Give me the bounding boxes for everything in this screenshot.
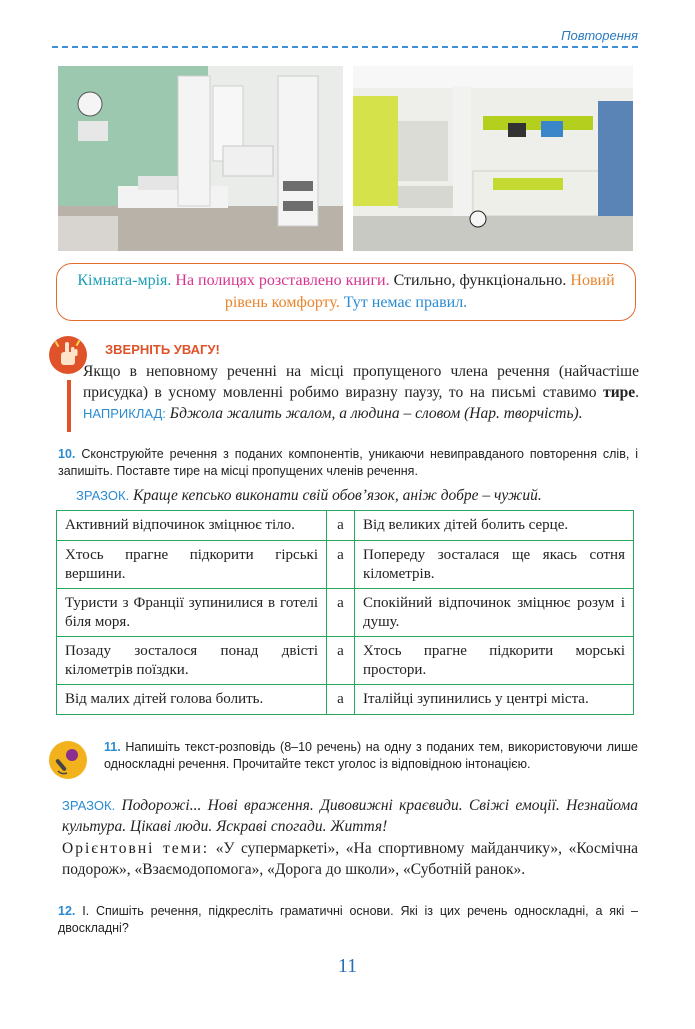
task-11 xyxy=(104,739,638,773)
task-text: Сконструюйте речення з поданих компонентів, уникаючи невиправданого повторення слів, і запишіть. Поставте тире на місці пропущених членів речення. xyxy=(58,447,638,478)
task-12 xyxy=(58,903,638,937)
attention-text: Якщо в неповному реченні на місці пропущеного члена речення (найчастіше присудка) в усному мовленні робимо виразну паузу, то на письмі ставимо тире. НАПРИКЛАД: Бджола жалить жалом, а людина – словом (Нар. творчість). xyxy=(83,363,640,422)
bedroom-photo xyxy=(58,66,343,251)
table-cell-right: Від великих дітей болить серце. xyxy=(355,511,634,541)
page-number: 11 xyxy=(337,955,358,977)
table-cell-conjunction: а xyxy=(327,541,355,589)
section-title: Повторення xyxy=(561,28,638,43)
table-row xyxy=(57,511,634,541)
sample-label: ЗРАЗОК. xyxy=(76,488,130,503)
table-cell-left: Хтось прагне підкорити гірські вершини. xyxy=(57,541,327,589)
table-cell-left: Від малих дітей голова болить. xyxy=(57,685,327,715)
attention-main: Якщо в неповному реченні на місці пропущеного члена речення (найчастіше присудка) в усному мовленні робимо виразну паузу, то на письмі ставимо xyxy=(83,363,639,401)
task-10 xyxy=(58,446,638,480)
task-text: І. Спишіть речення, підкресліть граматичні основи. Які із цих речень односкладні, а які – двоскладні? xyxy=(58,904,638,935)
task-number: 11. xyxy=(104,740,121,754)
topics-label: Орієнтовні теми: xyxy=(62,840,210,857)
table-cell-right: Італійці зупинились у центрі міста. xyxy=(355,685,634,715)
table-cell-right: Спокійний відпочинок зміцнює розум і душу. xyxy=(355,589,634,637)
sentence-components-table xyxy=(56,510,634,715)
table-row xyxy=(57,637,634,685)
phrase-2: На полицях розставлено книги. xyxy=(175,272,390,289)
phrase-4: Новий рівень комфорту. xyxy=(224,272,615,311)
table-cell-conjunction: а xyxy=(327,511,355,541)
attention-term: тире xyxy=(603,384,636,401)
task-number: 12. xyxy=(58,904,76,918)
table-row xyxy=(57,589,634,637)
attention-example: Бджола жалить жалом, а людина – словом (Нар. творчість). xyxy=(169,405,583,422)
modern-room-photo xyxy=(353,66,633,251)
table-row xyxy=(57,685,634,715)
table-cell-right: Попереду зосталася ще якась сотня кілометрів. xyxy=(355,541,634,589)
suggested-topics xyxy=(62,838,638,880)
table-cell-left: Активний відпочинок зміцнює тіло. xyxy=(57,511,327,541)
sample-label: ЗРАЗОК. xyxy=(62,798,116,813)
task-11-sample xyxy=(62,795,638,837)
sample-text: Краще кепсько виконати свій обов’язок, аніж добре – чужий. xyxy=(133,487,542,504)
example-phrases-box xyxy=(56,263,636,321)
table-cell-conjunction: а xyxy=(327,685,355,715)
task-text: Напишіть текст-розповідь (8–10 речень) на одну з поданих тем, використовуючи лише односкладні речення. Прочитайте текст уголос із відповідною інтонацією. xyxy=(104,740,638,771)
attention-title: ЗВЕРНІТЬ УВАГУ! xyxy=(105,342,220,357)
attention-bar xyxy=(67,380,71,432)
table-cell-left: Позаду зосталося понад двісті кілометрів поїздки. xyxy=(57,637,327,685)
page-header xyxy=(52,26,638,46)
microphone-icon xyxy=(48,740,88,780)
table-row xyxy=(57,541,634,589)
phrase-1: Кімната-мрія. xyxy=(77,272,172,289)
table-cell-right: Хтось прагне підкорити морські простори. xyxy=(355,637,634,685)
header-divider xyxy=(52,46,638,48)
sample-text: Подорожі... Нові враження. Дивовижні краєвиди. Свіжі емоції. Незнайома культура. Цікаві люди. Яскраві спогади. Життя! xyxy=(62,797,639,835)
task-10-sample xyxy=(76,485,638,506)
phrase-3: Стильно, функціонально. xyxy=(393,272,567,289)
table-cell-left: Туристи з Франції зупинилися в готелі біля моря. xyxy=(57,589,327,637)
hand-icon xyxy=(48,335,88,375)
table-cell-conjunction: а xyxy=(327,589,355,637)
topics-text: «У супермаркеті», «На спортивному майданчику», «Космічна подорож», «Взаємодопомога», «Дорога до школи», «Суботній ранок». xyxy=(62,840,639,878)
table-cell-conjunction: а xyxy=(327,637,355,685)
example-label: НАПРИКЛАД: xyxy=(83,406,166,421)
phrase-5: Тут немає правил. xyxy=(343,294,468,311)
task-number: 10. xyxy=(58,447,76,461)
